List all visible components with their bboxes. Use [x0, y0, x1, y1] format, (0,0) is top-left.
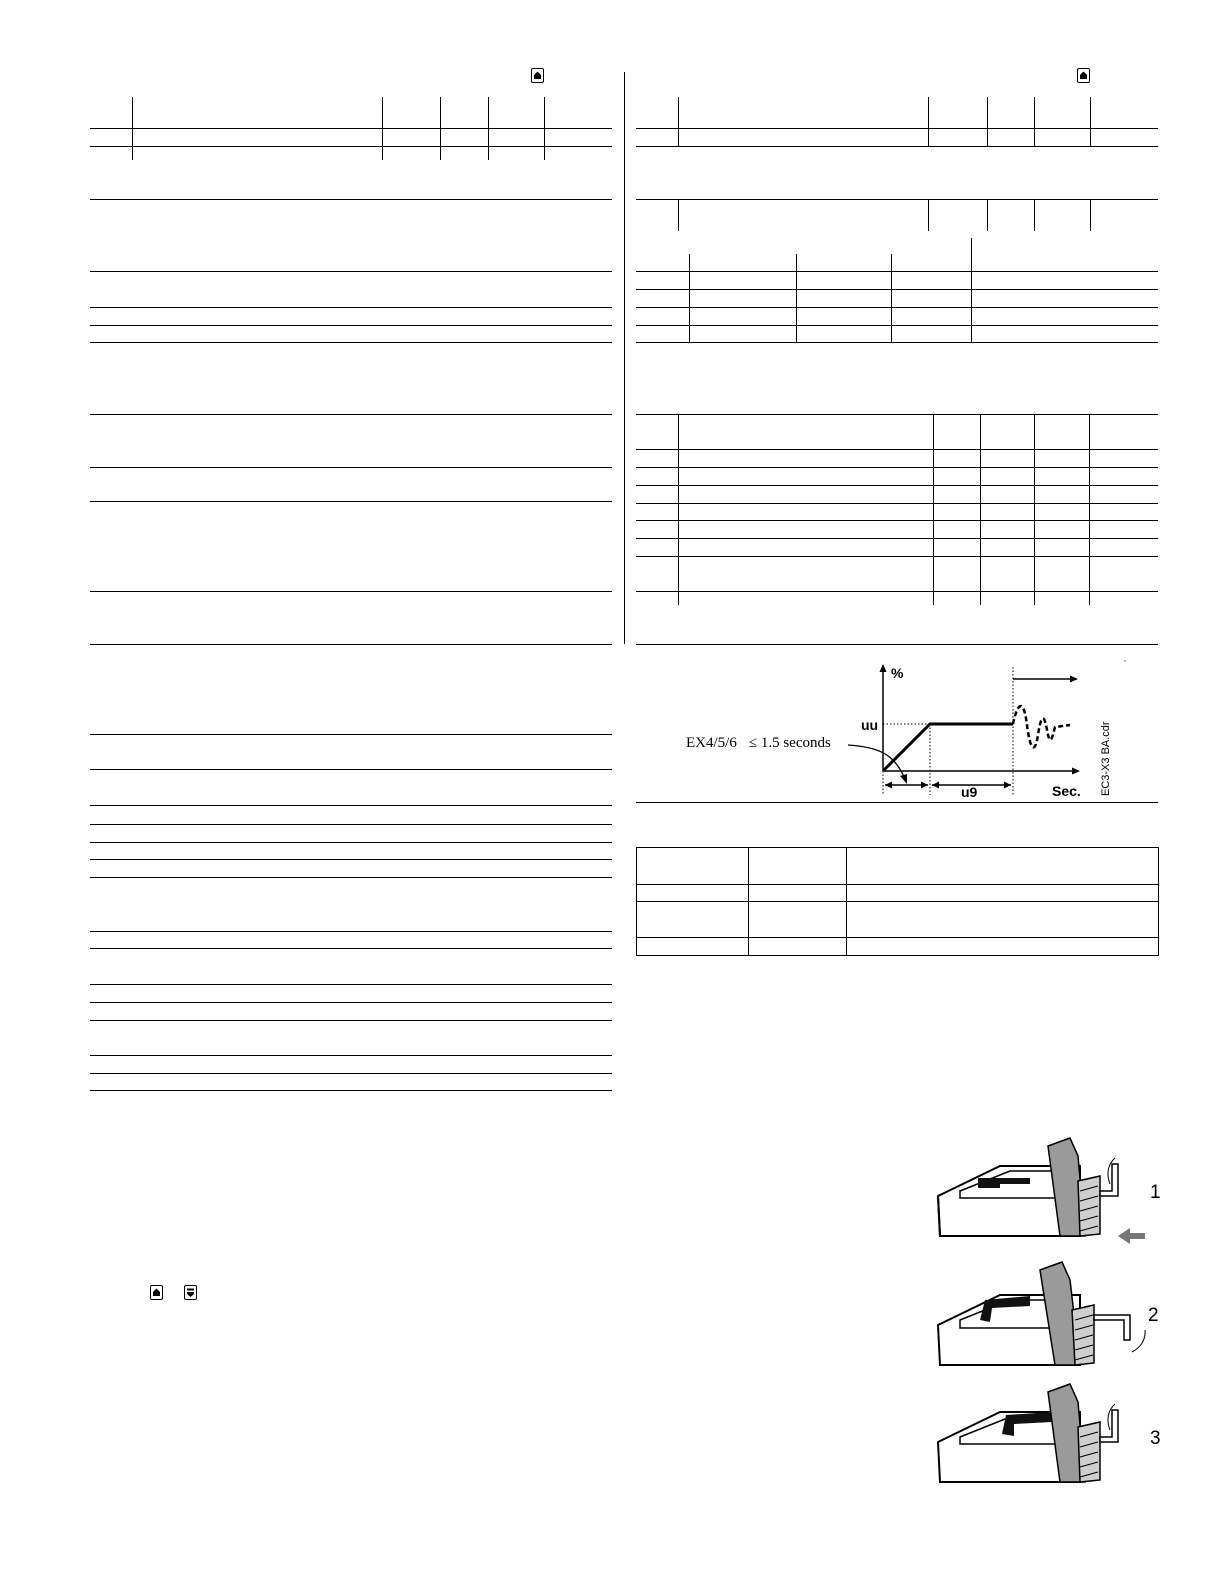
up-key-icon-inline — [150, 1285, 163, 1300]
file-reference: EC3-X3 BA.cdr — [1100, 721, 1112, 796]
ramp-chart — [840, 655, 1140, 805]
install-step-3-number: 3 — [1150, 1428, 1161, 1449]
ramp-note-time: ≤ 1.5 seconds — [748, 735, 831, 751]
settings-table — [636, 847, 1159, 956]
install-step-2-number: 2 — [1148, 1305, 1159, 1326]
install-figure-3 — [930, 1382, 1160, 1492]
column-divider — [624, 72, 625, 644]
install-figure-1 — [930, 1136, 1160, 1246]
y-unit-label: % — [891, 665, 904, 681]
ramp-note-models: EX4/5/6 — [686, 735, 737, 751]
x-unit-label: Sec. — [1052, 783, 1081, 799]
ramp-note — [686, 735, 831, 752]
ramp-curve — [884, 724, 1013, 770]
oscillation-curve — [1013, 706, 1070, 747]
up-key-icon-right — [1077, 68, 1090, 83]
down-key-icon-inline — [184, 1285, 197, 1300]
install-figure-2 — [930, 1260, 1160, 1375]
ramp-time-label: u9 — [961, 784, 978, 800]
note-pointer — [848, 745, 905, 779]
level-label: uu — [861, 717, 879, 733]
up-key-icon — [531, 68, 544, 83]
install-step-1-number: 1 — [1150, 1182, 1161, 1203]
